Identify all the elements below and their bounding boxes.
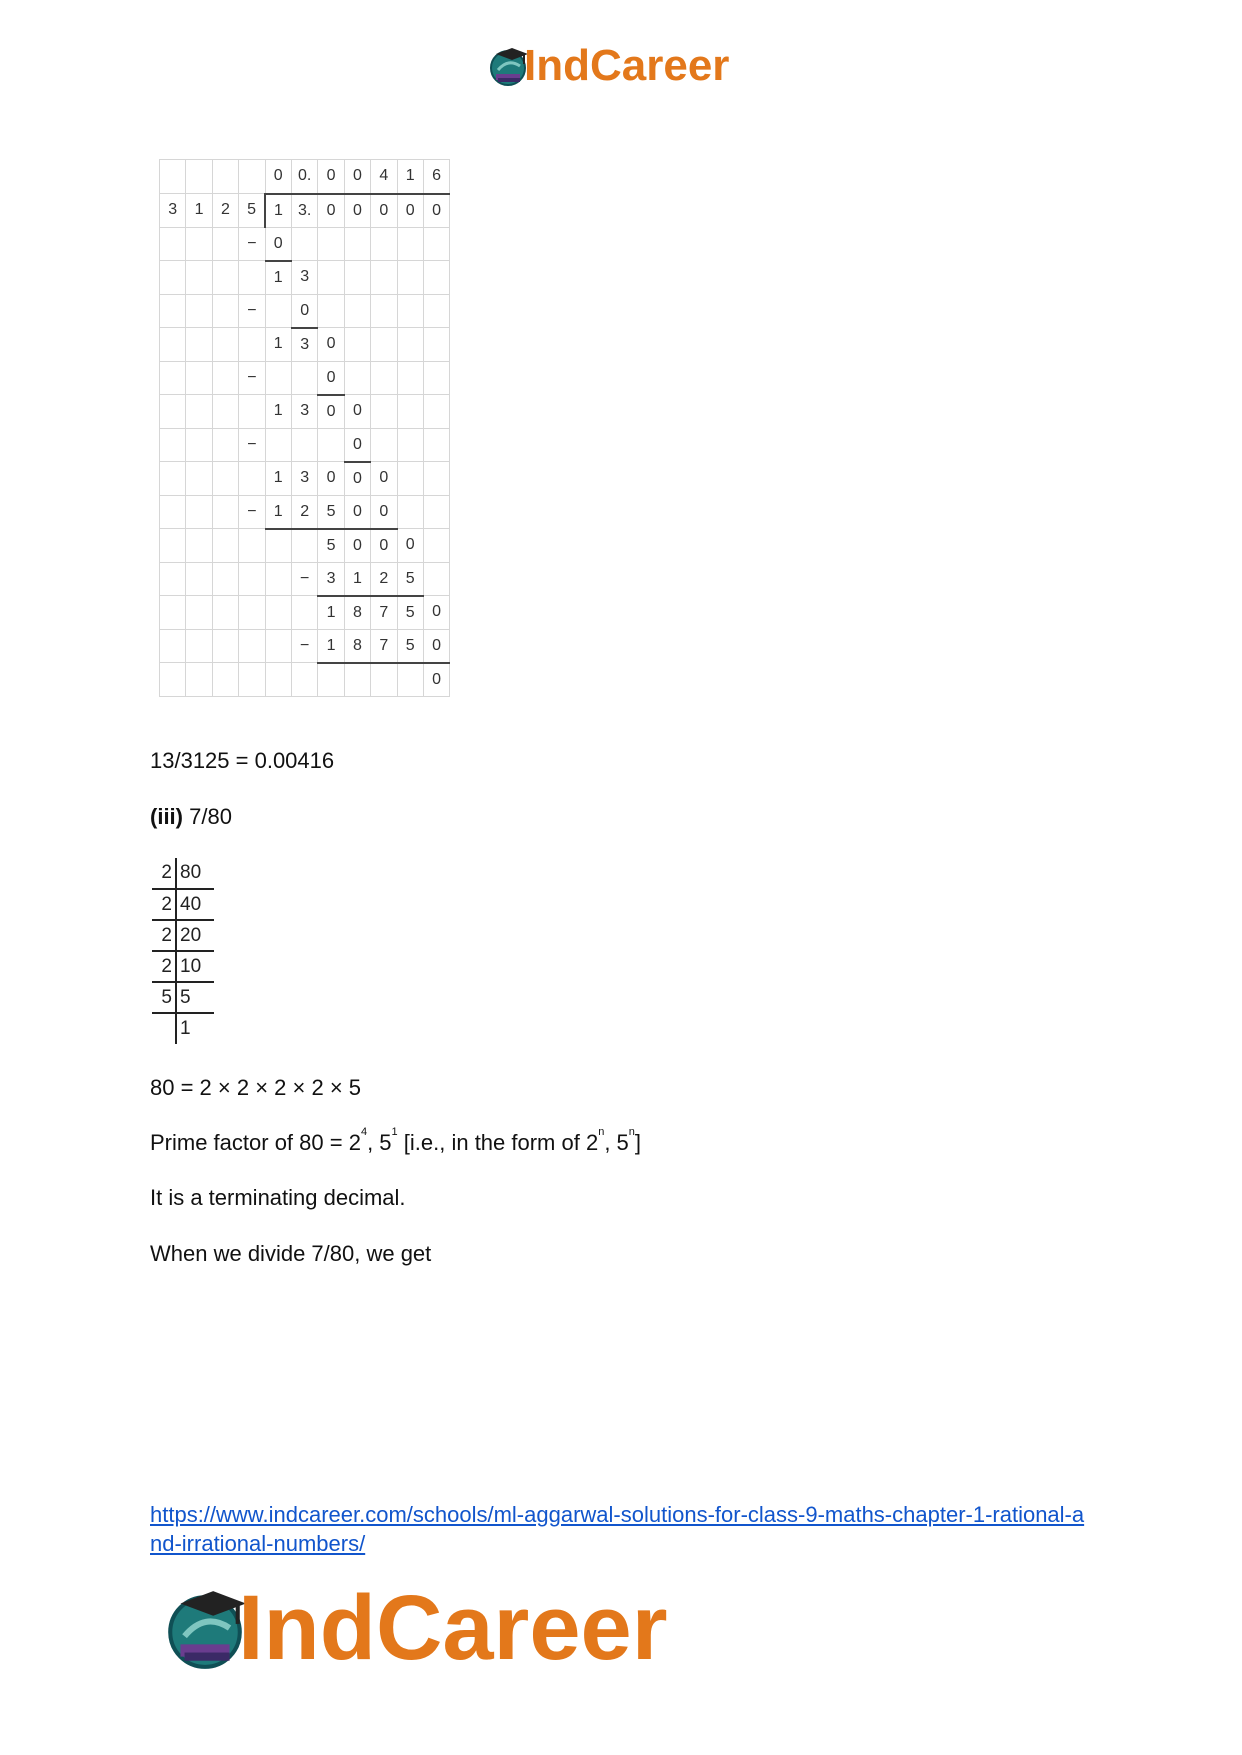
division-cell: 0 [318,328,344,362]
division-cell [397,294,423,328]
division-cell: 0 [423,663,449,697]
factor-row [152,951,214,982]
factor-row [152,889,214,920]
division-cell: 8 [344,629,370,663]
division-cell [239,562,265,596]
division-cell [212,629,238,663]
division-row [160,328,450,362]
division-cell [212,529,238,563]
division-cell: 1 [318,596,344,630]
division-cell [239,160,265,194]
division-row [160,361,450,395]
division-cell [186,663,212,697]
division-cell [186,562,212,596]
division-cell [344,328,370,362]
division-cell: 3 [291,328,317,362]
division-row [160,462,450,496]
division-cell: − [291,629,317,663]
division-cell: 3 [318,562,344,596]
division-cell [186,462,212,496]
prime-factor-line [150,1126,642,1156]
division-cell [212,663,238,697]
factor-row [152,858,214,889]
division-cell: 0 [371,529,397,563]
division-cell: 1 [265,395,291,429]
factor-divisor: 2 [152,858,176,889]
division-cell [212,596,238,630]
division-cell: 2 [291,495,317,529]
factor-number: 5 [176,982,214,1013]
division-cell [212,395,238,429]
division-cell [186,629,212,663]
division-cell [371,361,397,395]
division-cell [344,261,370,295]
division-cell [160,663,186,697]
division-cell [160,529,186,563]
division-row [160,261,450,295]
division-cell [212,495,238,529]
division-cell: − [239,294,265,328]
factor-divisor: 2 [152,920,176,951]
logo-text: IndCareer [524,41,730,90]
division-cell: − [239,361,265,395]
division-cell: 4 [371,160,397,194]
factor-divisor: 2 [152,889,176,920]
division-cell [160,495,186,529]
division-cell [186,160,212,194]
division-cell: 0 [344,428,370,462]
division-cell [344,361,370,395]
division-cell [239,596,265,630]
factor-number: 40 [176,889,214,920]
division-cell [186,294,212,328]
logo-globe-icon [160,1583,250,1673]
division-cell [423,428,449,462]
division-cell [212,160,238,194]
division-cell: 3 [291,261,317,295]
division-cell: 0 [318,462,344,496]
division-cell: 0 [371,495,397,529]
division-cell: 5 [239,194,265,228]
division-cell [371,328,397,362]
division-cell: 0 [265,227,291,261]
division-cell [371,395,397,429]
source-link[interactable]: https://www.indcareer.com/schools/ml-aggarwal-solutions-for-class-9-maths-chapter-1-rational-and-irrational-numbers/ [150,1502,1085,1556]
factor-row [152,982,214,1013]
division-cell: 1 [318,629,344,663]
factor-row [152,920,214,951]
division-cell [423,462,449,496]
pf-form-suffix: ] [634,1130,642,1155]
division-cell [423,562,449,596]
division-cell [212,294,238,328]
factor-number: 10 [176,951,214,982]
division-cell [239,261,265,295]
division-cell [212,261,238,295]
division-cell [160,361,186,395]
division-cell [186,495,212,529]
division-cell [212,227,238,261]
division-cell [397,495,423,529]
division-cell: 1 [265,495,291,529]
division-cell: − [239,227,265,261]
division-cell [291,663,317,697]
division-cell: − [291,562,317,596]
division-cell: 0 [291,294,317,328]
division-cell: 0 [318,361,344,395]
division-cell [291,361,317,395]
division-cell [160,261,186,295]
division-cell [160,227,186,261]
division-cell [239,395,265,429]
division-cell: 5 [318,529,344,563]
division-cell [291,529,317,563]
header-logo [486,42,729,90]
factor-divisor: 5 [152,982,176,1013]
division-cell [239,328,265,362]
factor-number: 80 [176,858,214,889]
division-cell [318,261,344,295]
division-cell: 5 [397,629,423,663]
division-cell [212,328,238,362]
division-cell [291,596,317,630]
division-cell [239,462,265,496]
division-cell [265,562,291,596]
part-iii-heading [150,804,232,830]
division-cell [186,529,212,563]
division-cell: 0 [397,194,423,228]
division-cell [423,495,449,529]
division-cell [212,462,238,496]
division-cell [265,529,291,563]
terminating-line: It is a terminating decimal. [150,1185,406,1210]
division-cell: 8 [344,596,370,630]
division-cell [318,294,344,328]
division-cell [397,261,423,295]
division-cell: 3. [291,194,317,228]
factor-divisor: 2 [152,951,176,982]
division-cell [160,428,186,462]
division-cell [344,663,370,697]
division-cell: 0 [344,395,370,429]
division-cell [160,160,186,194]
pf-exp2: 1 [391,1126,398,1138]
division-cell [371,428,397,462]
division-cell: 0 [344,462,370,496]
division-cell [265,361,291,395]
division-cell [291,428,317,462]
division-cell [423,395,449,429]
division-cell [371,227,397,261]
division-cell: 1 [397,160,423,194]
division-cell: 0 [371,194,397,228]
division-cell: 7 [371,596,397,630]
division-cell [265,629,291,663]
factorization-line: 80 = 2 × 2 × 2 × 2 × 5 [150,1075,362,1100]
division-cell [186,428,212,462]
division-cell: 0 [423,596,449,630]
division-cell [186,395,212,429]
division-cell [423,294,449,328]
division-cell: 0 [318,194,344,228]
division-cell [186,261,212,295]
division-cell [371,294,397,328]
result-line: 13/3125 = 0.00416 [150,748,335,773]
division-cell: 1 [265,194,291,228]
division-cell [186,361,212,395]
division-row [160,529,450,563]
division-cell [212,428,238,462]
division-cell: 5 [318,495,344,529]
pf-form-prefix: [i.e., in the form of 2 [397,1130,599,1155]
division-row [160,562,450,596]
division-cell: 1 [186,194,212,228]
division-cell: − [239,495,265,529]
part-label: (iii) [150,804,183,829]
division-cell [265,596,291,630]
division-cell [318,663,344,697]
division-cell [160,294,186,328]
division-row [160,294,450,328]
part-fraction: 7/80 [189,804,232,829]
division-cell [186,596,212,630]
division-cell: 0 [265,160,291,194]
division-cell: 0. [291,160,317,194]
division-cell [265,428,291,462]
division-cell: 7 [371,629,397,663]
division-cell [160,629,186,663]
division-cell [423,361,449,395]
division-cell [212,562,238,596]
division-cell: 6 [423,160,449,194]
division-cell [239,529,265,563]
division-row [160,663,450,697]
division-cell [397,663,423,697]
division-cell [397,227,423,261]
pf-exp4: n [628,1126,635,1138]
factor-divisor [152,1013,176,1044]
pf-exp1: 4 [360,1126,368,1138]
division-cell [265,294,291,328]
division-cell [423,328,449,362]
division-cell: 0 [344,529,370,563]
division-cell [423,227,449,261]
division-cell [344,227,370,261]
division-cell: 0 [423,194,449,228]
division-cell: 1 [344,562,370,596]
division-cell: 0 [397,529,423,563]
division-cell: 2 [212,194,238,228]
division-cell [239,663,265,697]
division-cell: 1 [265,328,291,362]
factor-number: 20 [176,920,214,951]
division-cell: 0 [371,462,397,496]
division-cell: 5 [397,596,423,630]
division-cell [397,395,423,429]
division-cell [186,328,212,362]
division-cell [160,395,186,429]
division-cell [397,361,423,395]
factor-number: 1 [180,1018,191,1039]
division-cell [371,261,397,295]
division-row [160,495,450,529]
division-cell [186,227,212,261]
division-cell [160,328,186,362]
division-cell: 3 [291,395,317,429]
division-cell: 3 [160,194,186,228]
division-cell [239,629,265,663]
division-cell: 0 [344,495,370,529]
pf-mid: , 5 [367,1130,392,1155]
division-row [160,596,450,630]
pf-exp3: n [598,1126,605,1138]
division-cell [265,663,291,697]
division-row [160,428,450,462]
footer-logo [160,1576,668,1679]
division-cell: 0 [344,160,370,194]
division-row [160,629,450,663]
division-cell [160,562,186,596]
division-cell: 0 [318,395,344,429]
division-row [160,160,450,194]
division-row [160,395,450,429]
division-cell: 1 [265,462,291,496]
division-cell [212,361,238,395]
division-row [160,194,450,228]
division-cell [160,596,186,630]
division-cell: 0 [423,629,449,663]
division-cell [397,328,423,362]
division-cell [397,428,423,462]
division-cell: − [239,428,265,462]
division-cell [160,462,186,496]
division-cell: 5 [397,562,423,596]
division-cell [344,294,370,328]
division-cell [371,663,397,697]
division-cell [318,227,344,261]
division-cell: 3 [291,462,317,496]
division-cell: 1 [265,261,291,295]
division-cell: 0 [344,194,370,228]
division-cell: 0 [318,160,344,194]
division-cell [291,227,317,261]
division-cell [423,529,449,563]
logo-text: IndCareer [238,1576,668,1679]
divide-line: When we divide 7/80, we get [150,1241,432,1266]
factor-row [152,1013,214,1044]
division-row [160,227,450,261]
division-cell: 2 [371,562,397,596]
division-cell [423,261,449,295]
factor-table [152,858,214,1044]
pf-form-mid: , 5 [604,1130,629,1155]
pf-prefix: Prime factor of 80 = 2 [150,1130,361,1155]
division-cell [397,462,423,496]
long-division-grid [159,159,450,697]
division-cell [318,428,344,462]
